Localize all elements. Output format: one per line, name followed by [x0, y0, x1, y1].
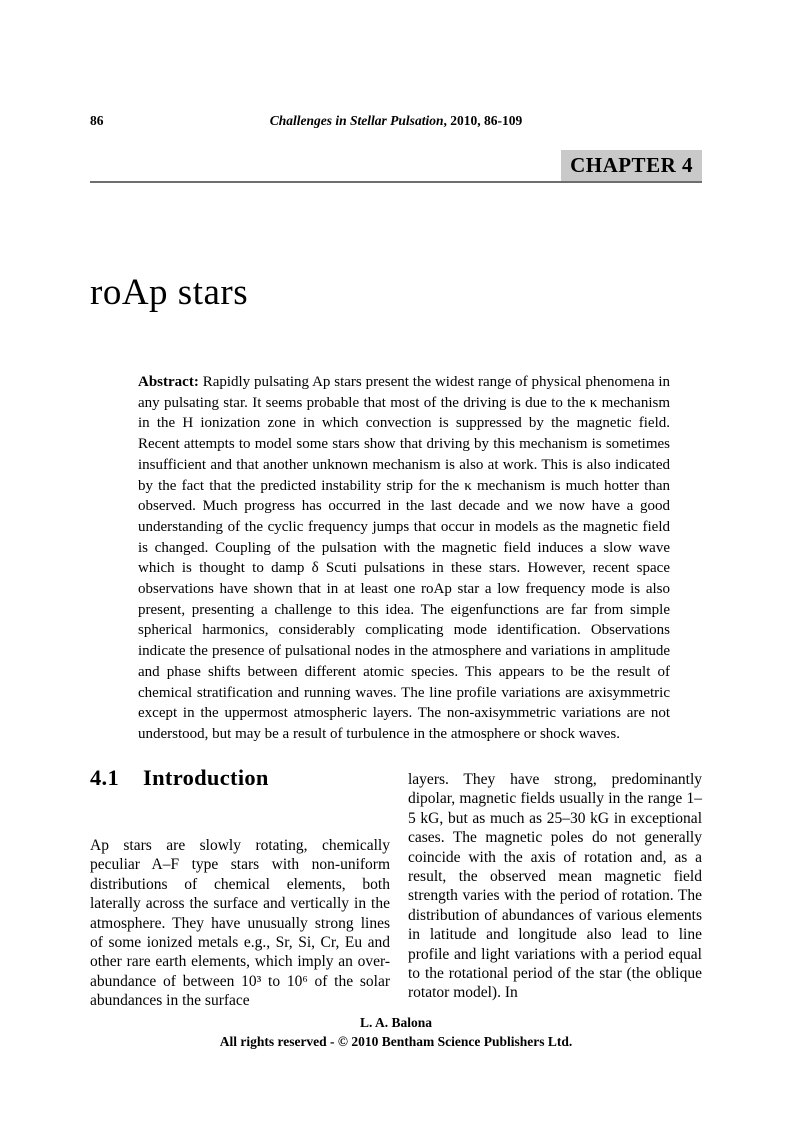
chapter-title: roAp stars	[90, 272, 249, 313]
section-title: Introduction	[143, 765, 269, 790]
page-footer	[90, 1014, 702, 1051]
abstract-text: Rapidly pulsating Ap stars present the widest range of physical phenomena in any pulsating star. It seems probable that most of the driving is due to the κ mechanism in the H ionization zone in which convection is suppressed by the magnetic field. Recent attempts to model some stars show that driving by this mechanism is sometimes insufficient and that another unknown mechanism is also at work. This is also indicated by the fact that the predicted instability strip for the κ mechanism is much hotter than observed. Much progress has occurred in the last decade and we now have a good understanding of the cyclic frequency jumps that occur in models as the magnetic field is changed. Coupling of the pulsation with the magnetic field induces a slow wave which is thought to damp δ Scuti pulsations in these stars. However, recent space observations have shown that in at least one roAp star a low frequency mode is also present, presenting a challenge to this idea. The eigenfunctions are far from simple spherical harmonics, considerably complicating mode identification. Observations indicate the presence of pulsational nodes in the atmosphere and variations in amplitude and phase shifts between different atomic species. This appears to be the result of chemical stratification and running waves. The line profile variations are axisymmetric except in the uppermost atmospheric layers. The non-axisymmetric variations are not understood, but may be a result of turbulence in the atmosphere or shock waves.	[138, 374, 670, 742]
abstract-block	[138, 372, 670, 745]
section-number: 4.1	[90, 765, 120, 790]
journal-title: Challenges in Stellar Pulsation	[269, 113, 444, 128]
page-number: 86	[90, 113, 104, 128]
chapter-badge: CHAPTER 4	[561, 150, 702, 181]
left-column-paragraph: Ap stars are slowly rotating, chemically peculiar A–F type stars with non-uniform distributions of chemical elements, both laterally across the surface and vertically in the atmosphere. They have unusually strong lines of some ionized metals e.g., Sr, Si, Cr, Eu and other rare earth elements, which imply an over-abundance of between 10³ to 10⁶ of the solar abundances in the surface	[90, 837, 390, 1010]
header-rule	[90, 181, 702, 183]
running-title	[90, 113, 702, 129]
introduction-columns	[90, 763, 702, 1011]
footer-author: L. A. Balona	[359, 1015, 433, 1030]
journal-info: , 2010, 86-109	[443, 113, 523, 128]
page-header	[90, 113, 702, 129]
right-column	[408, 763, 702, 1011]
left-column	[90, 763, 390, 1011]
abstract-label: Abstract:	[138, 374, 199, 390]
footer-copyright: All rights reserved - © 2010 Bentham Science Publishers Ltd.	[219, 1033, 573, 1049]
section-heading	[90, 763, 390, 793]
right-column-paragraph: layers. They have strong, predominantly dipolar, magnetic fields usually in the range 1–5 kG, but as much as 25–30 kG in exceptional cases. The magnetic poles do not generally coincide with the axis of rotation and, as a result, the observed mean magnetic field strength varies with the period of rotation. The distribution of abundances of various elements in latitude and longitude also lead to line profile and light variations with a period equal to the rotational period of the star (the oblique rotator model). In	[408, 771, 702, 1002]
